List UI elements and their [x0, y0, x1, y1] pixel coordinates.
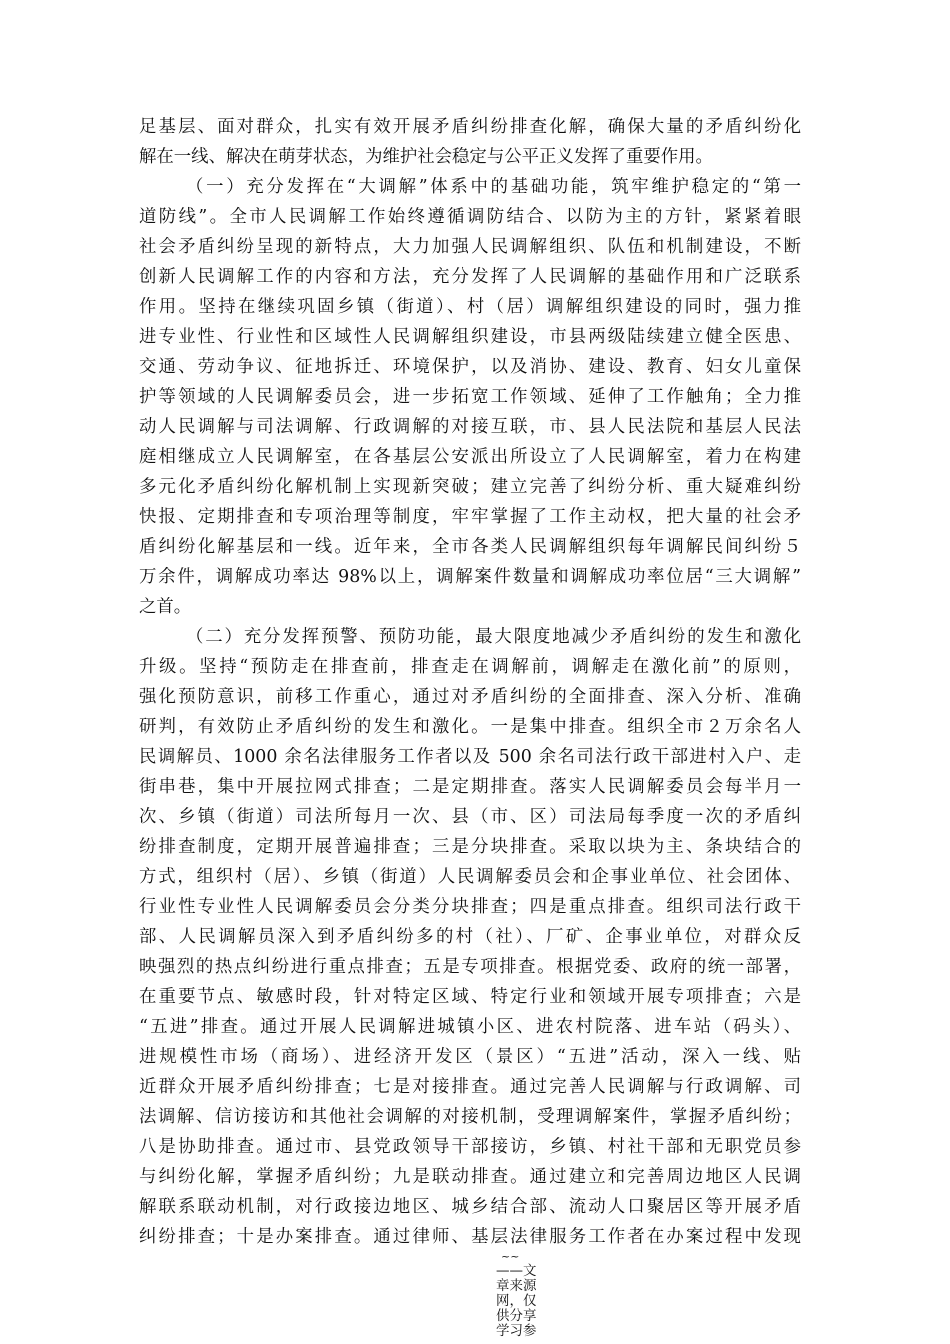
text-line: 快报、定期排查和专项治理等制度，牢牢掌握了工作主动权，把大量的社会矛: [139, 507, 801, 527]
document-body: [139, 112, 801, 1252]
footer-line: 供分享: [496, 1308, 537, 1324]
text-line: 街串巷，集中开展拉网式排查；二是定期排查。落实人民调解委员会每半月一: [139, 777, 801, 797]
footer-line: ~~: [501, 1250, 520, 1263]
text-line: 方式，组织村（居）、乡镇（街道）人民调解委员会和企事业单位、社会团体、: [139, 867, 801, 887]
footer-line: 章来源: [496, 1278, 537, 1294]
text-line: 动人民调解与司法调解、行政调解的对接互联，市、县人民法院和基层人民法: [139, 417, 801, 437]
text-line: 庭相继成立人民调解室，在各基层公安派出所设立了人民调解室，着力在构建: [139, 447, 801, 467]
text-line: 映强烈的热点纠纷进行重点排查；五是专项排查。根据党委、政府的统一部署，: [139, 957, 801, 977]
text-line: 盾纠纷化解基层和一线。近年来，全市各类人民调解组织每年调解民间纠纷５: [139, 537, 801, 557]
paragraph: [139, 622, 801, 1252]
text-line: 在重要节点、敏感时段，针对特定区域、特定行业和领域开展专项排查；六是: [139, 987, 801, 1007]
text-line: 进专业性、行业性和区域性人民调解组织建设，市县两级陆续建立健全医患、: [139, 327, 801, 347]
text-line: 次、乡镇（街道）司法所每月一次、县（市、区）司法局每季度一次的矛盾纠: [139, 807, 801, 827]
text-line: 纠纷排查；十是办案排查。通过律师、基层法律服务工作者在办案过程中发现: [139, 1227, 801, 1247]
text-line: 护等领域的人民调解委员会，进一步拓宽工作领域、延伸了工作触角；全力推: [139, 387, 801, 407]
footer-line: 网，仅: [496, 1293, 537, 1309]
text-line: 解在一线、解决在萌芽状态，为维护社会稳定与公平正义发挥了重要作用。: [139, 147, 713, 167]
text-line: 纷排查制度，定期开展普遍排查；三是分块排查。采取以块为主、条块结合的: [139, 837, 801, 857]
text-line: 足基层、面对群众，扎实有效开展矛盾纠纷排查化解，确保大量的矛盾纠纷化: [139, 117, 801, 137]
text-line: 作用。坚持在继续巩固乡镇（街道）、村（居）调解组织建设的同时，强力推: [139, 297, 801, 317]
text-line: “五进”排查。通过开展人民调解进城镇小区、进农村院落、进车站（码头）、: [139, 1017, 801, 1037]
text-line: 之首。: [139, 597, 192, 617]
text-line: 进规模性市场（商场）、进经济开发区（景区）“五进”活动，深入一线、贴: [139, 1047, 801, 1067]
text-line: 强化预防意识，前移工作重心，通过对矛盾纠纷的全面排查、深入分析、准确: [139, 687, 801, 707]
text-line: 法调解、信访接访和其他社会调解的对接机制，受理调解案件，掌握矛盾纠纷；: [139, 1107, 801, 1127]
text-line: 部、人民调解员深入到矛盾纠纷多的村（社）、厂矿、企事业单位，对群众反: [139, 927, 801, 947]
text-line: 多元化矛盾纠纷化解机制上实现新突破；建立完善了纠纷分析、重大疑难纠纷: [139, 477, 801, 497]
text-line: 解联系联动机制，对行政接边地区、城乡结合部、流动人口聚居区等开展矛盾: [139, 1197, 801, 1217]
footer-note: [496, 1249, 556, 1339]
paragraph: [139, 172, 801, 622]
text-line: （一）充分发挥在“大调解”体系中的基础功能，筑牢维护稳定的“第一: [186, 177, 801, 197]
paragraph: [139, 112, 801, 172]
text-line: 创新人民调解工作的内容和方法，充分发挥了人民调解的基础作用和广泛联系: [139, 267, 801, 287]
text-line: 研判，有效防止矛盾纠纷的发生和激化。一是集中排查。组织全市２万余名人: [139, 717, 801, 737]
footer-line: 学习参: [496, 1323, 537, 1339]
text-line: 与纠纷化解，掌握矛盾纠纷；九是联动排查。通过建立和完善周边地区人民调: [139, 1167, 801, 1187]
text-line: 道防线”。全市人民调解工作始终遵循调防结合、以防为主的方针，紧紧着眼: [139, 207, 801, 227]
footer-line: ——文: [496, 1263, 537, 1279]
text-line: 行业性专业性人民调解委员会分类分块排查；四是重点排查。组织司法行政干: [139, 897, 801, 917]
text-line: 社会矛盾纠纷呈现的新特点，大力加强人民调解组织、队伍和机制建设，不断: [139, 237, 801, 257]
text-line: 升级。坚持“预防走在排查前，排查走在调解前，调解走在激化前”的原则，: [139, 657, 801, 677]
text-line: 八是协助排查。通过市、县党政领导干部接访，乡镇、村社干部和无职党员参: [139, 1137, 801, 1157]
text-line: 交通、劳动争议、征地拆迁、环境保护，以及消协、建设、教育、妇女儿童保: [139, 357, 801, 377]
text-line: 近群众开展矛盾纠纷排查；七是对接排查。通过完善人民调解与行政调解、司: [139, 1077, 801, 1097]
text-line: 万余件，调解成功率达 98%以上，调解案件数量和调解成功率位居“三大调解”: [139, 567, 801, 587]
text-line: （二）充分发挥预警、预防功能，最大限度地减少矛盾纠纷的发生和激化: [186, 627, 801, 647]
text-line: 民调解员、1000 余名法律服务工作者以及 500 余名司法行政干部进村入户、走: [139, 747, 801, 767]
